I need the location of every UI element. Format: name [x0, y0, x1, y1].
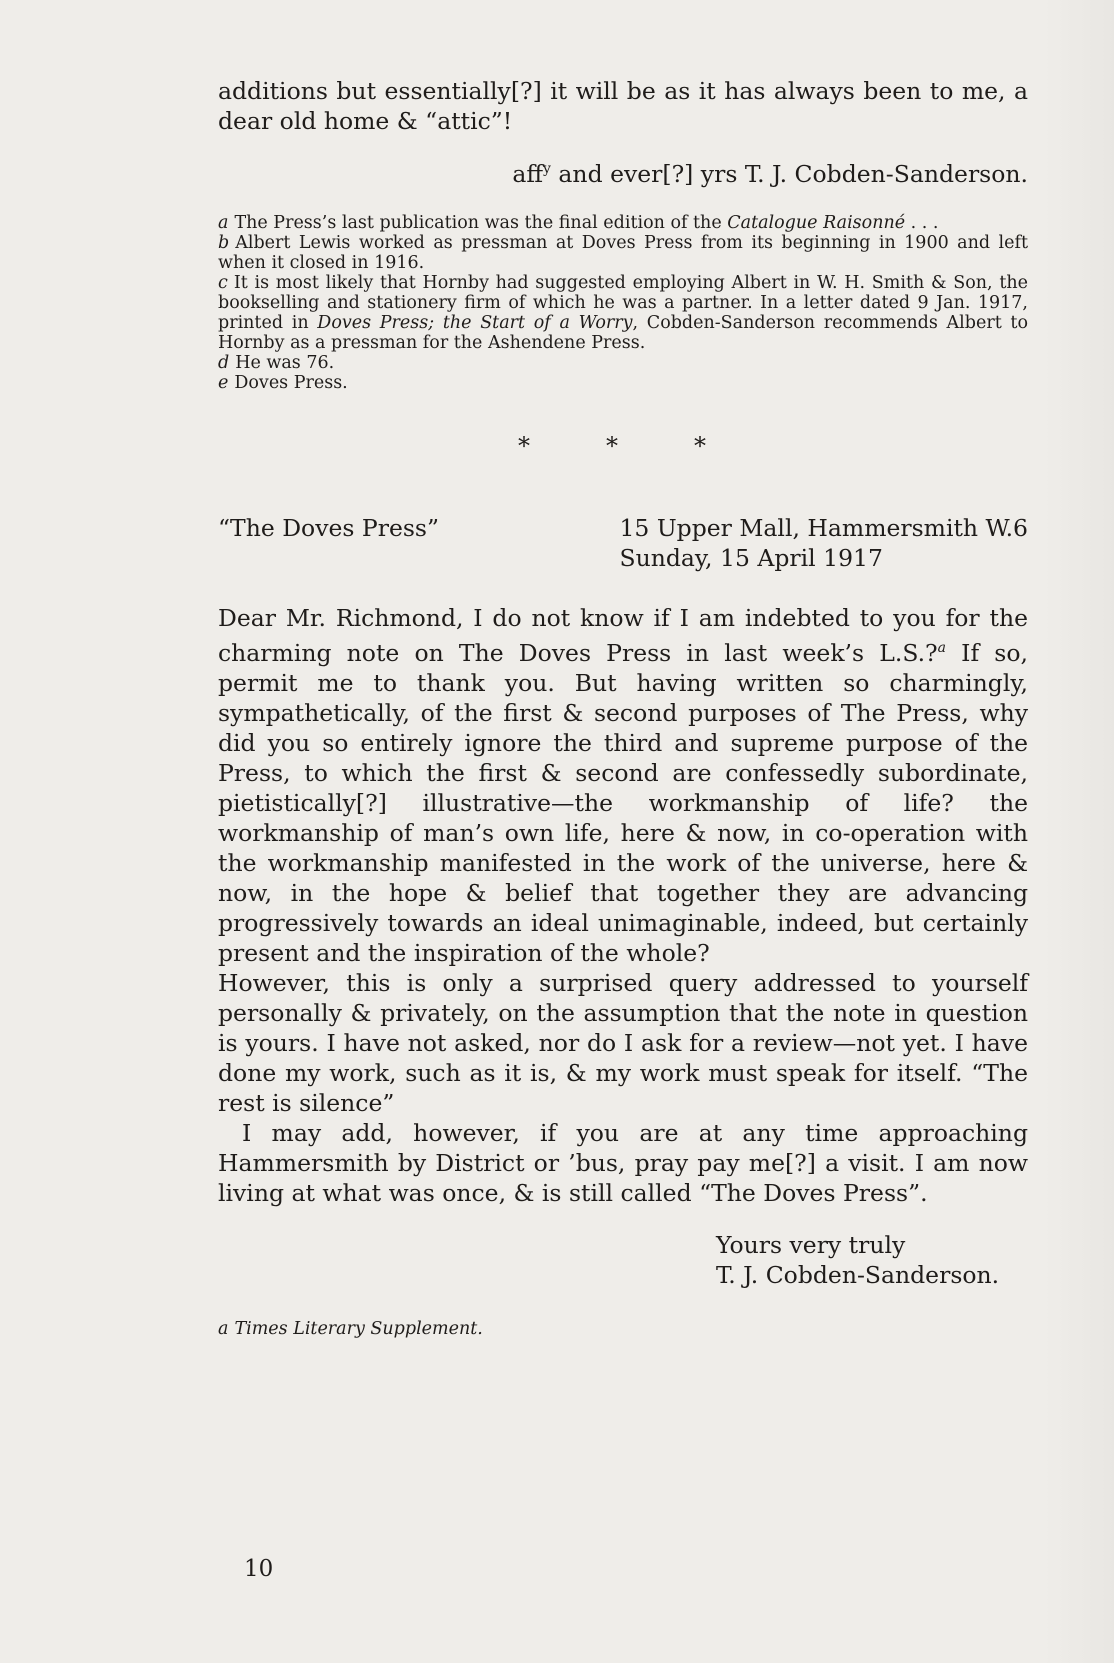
footnote-final: a Times Literary Supplement. [218, 1318, 483, 1339]
letter-body [218, 603, 1028, 1208]
first-signoff: aff$^y$ and ever[?] yrs T. J. Cobden-Sanderson. [512, 159, 1028, 188]
separator-star: * [518, 431, 530, 460]
signature: T. J. Cobden-Sanderson. [716, 1260, 1000, 1289]
letter-heading [218, 513, 1028, 575]
page-edge-shading [1044, 0, 1114, 1663]
letter-closing [218, 1230, 1028, 1290]
address-block [619, 513, 1028, 573]
letter-date: Sunday, 15 April 1917 [619, 543, 883, 572]
footnote-a: a The Press’s last publication was the final edition of the Catalogue Raisonné . . . [218, 212, 939, 233]
footnote-b: b Albert Lewis worked as pressman at Doves Press from its beginning in 1900 and left when it closed in 1916. [218, 232, 1028, 273]
separator-star: * [694, 431, 706, 460]
footnote-e: e Doves Press. [218, 372, 348, 393]
footnotes-first [218, 213, 1028, 393]
letter-paragraph-1: Dear Mr. Richmond, I do not know if I am indebted to you for the charming note on The Doves Press in last week’s L.S.?$^a$ If so, permit me to thank you. But having written so charmingly, sympathetically, of the first & second purposes of The Press, why did you so entirely ignore the third and supreme purpose of the Press, to which the first & second are confessedly subordinate, pietistically[?] illustrative—the workmanship of life? the workmanship of man’s own life, here & now, in co-operation with the workmanship manifested in the work of the universe, here & now, in the hope & belief that together they are advancing progressively towards an ideal unimaginable, indeed, but certainly present and the inspiration of the whole? [218, 603, 1028, 967]
press-name: “The Doves Press” [218, 513, 439, 542]
address: 15 Upper Mall, Hammersmith W.6 [619, 513, 1028, 542]
closing-line: Yours very truly [716, 1230, 906, 1259]
footnote-c: c It is most likely that Hornby had suggested employing Albert in W. H. Smith & Son, the bookselling and stationery firm of which he was a partner. In a letter dated 9 Jan. 1917, printed in Doves Press; the Start of a Worry, Cobden-Sanderson recommends Albert to Hornby as a pressman for the Ashendene Press. [218, 272, 1028, 353]
page-content [218, 76, 1028, 1340]
letter-paragraph-3: I may add, however, if you are at any time approaching Hammersmith by District or ’bus, pray pay me[?] a visit. I am now living at what was once, & is still called “The Doves Press”. [218, 1118, 1028, 1207]
page-number: 10 [244, 1556, 274, 1582]
letter-paragraph-2: However, this is only a surprised query addressed to yourself personally & privately, on the assumption that the note in question is yours. I have not asked, nor do I ask for a review—not yet. I have done my work, such as it is, & my work must speak for itself. “The rest is silence” [218, 968, 1028, 1117]
footnote-d: d He was 76. [218, 352, 335, 373]
section-separator [218, 431, 1028, 461]
separator-star: * [606, 431, 618, 460]
top-paragraph: additions but essentially[?] it will be as it has always been to me, a dear old home & “attic”! [218, 77, 1028, 135]
